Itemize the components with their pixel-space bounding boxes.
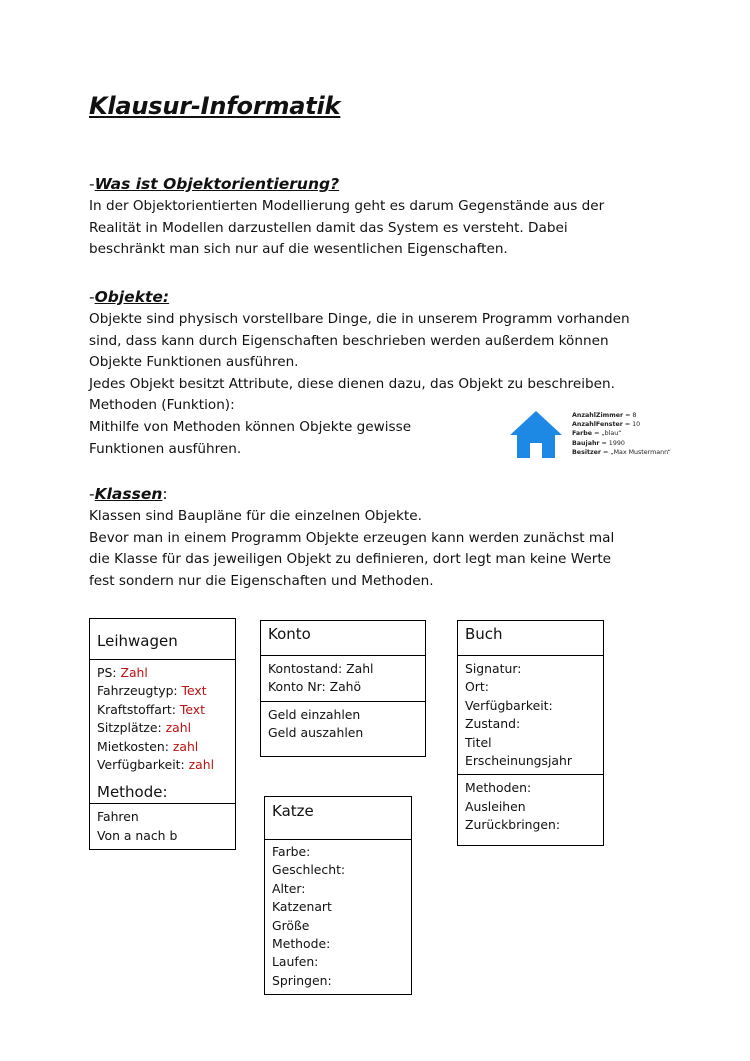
class-method: Von a nach b	[97, 827, 178, 843]
class-attribute: Größe	[272, 917, 310, 933]
paragraph-line: Funktionen ausführen.	[89, 440, 242, 457]
class-methods	[261, 701, 425, 756]
class-attribute: Verfügbarkeit:	[465, 697, 553, 713]
section-heading: -Objekte:	[89, 288, 170, 306]
class-attribute: Fahrzeugtyp: Text	[97, 683, 207, 699]
class-attribute: Verfügbarkeit: zahl	[97, 757, 215, 773]
class-methods	[458, 774, 603, 844]
class-attribute: Konto Nr: Zahö	[268, 679, 362, 695]
house-attribute: Baujahr = 1990	[572, 439, 625, 447]
class-method: Ausleihen	[465, 798, 526, 814]
paragraph-line: Klassen sind Baupläne für die einzelnen Objekte.	[89, 508, 422, 524]
class-box-buch	[457, 620, 604, 846]
class-name: Konto	[261, 621, 425, 656]
paragraph-line: Bevor man in einem Programm Objekte erzeugen kann werden zunächst mal	[89, 529, 615, 546]
class-methods	[90, 803, 235, 849]
house-example	[509, 407, 709, 463]
class-box-katze	[264, 796, 412, 995]
class-attributes	[458, 656, 603, 774]
class-attribute: Katzenart	[272, 899, 332, 915]
paragraph-line: Jedes Objekt besitzt Attribute, diese dienen dazu, das Objekt zu beschreiben.	[89, 375, 615, 392]
paragraph-line: In der Objektorientierten Modellierung geht es darum Gegenstände aus der	[89, 198, 605, 214]
class-attribute: Titel	[465, 734, 492, 750]
class-attribute: Geschlecht:	[272, 862, 346, 878]
section-heading: -Was ist Objektorientierung?	[89, 175, 340, 193]
class-attribute: Ort:	[465, 679, 489, 695]
class-attribute: Kraftstoffart: Text	[97, 701, 205, 717]
class-attributes	[261, 656, 425, 701]
paragraph-line: Objekte sind physisch vorstellbare Dinge, die in unserem Programm vorhanden	[89, 311, 630, 327]
page-title: Klausur-Informatik	[89, 92, 341, 120]
class-box-konto	[260, 620, 426, 757]
class-name: Buch	[458, 621, 603, 656]
class-attributes	[90, 660, 235, 778]
class-method: Geld auszahlen	[268, 725, 364, 741]
class-attribute: Springen:	[272, 972, 332, 988]
paragraph-line: beschränkt man sich nur auf die wesentlichen Eigenschaften.	[89, 241, 508, 258]
section-heading: -Klassen:	[89, 485, 168, 503]
house-attribute: Besitzer = „Max Mustermann“	[572, 448, 671, 456]
class-attribute: Zustand:	[465, 716, 521, 732]
class-attribute: Kontostand: Zahl	[268, 661, 374, 676]
class-attribute: Laufen:	[272, 954, 319, 970]
section-klassen	[89, 483, 679, 592]
class-box-leihwagen	[89, 618, 236, 850]
class-attribute: Mietkosten: zahl	[97, 738, 199, 754]
class-method: Fahren	[97, 809, 139, 825]
class-attribute: Sitzplätze: zahl	[97, 720, 192, 736]
house-icon	[509, 409, 563, 459]
class-attribute: Signatur:	[465, 661, 522, 676]
class-attribute: Methode:	[272, 936, 331, 952]
house-attribute: AnzahlZimmer = 8	[572, 412, 637, 419]
paragraph-line: Objekte Funktionen ausführen.	[89, 354, 299, 371]
class-attribute: Erscheinungsjahr	[465, 753, 572, 769]
paragraph-line: Methoden (Funktion):	[89, 397, 235, 414]
class-name: Leihwagen	[90, 619, 235, 660]
class-name: Katze	[265, 797, 411, 840]
methods-label: Methode:	[97, 783, 168, 802]
house-attribute: Farbe = „blau“	[572, 430, 622, 438]
class-method: Geld einzahlen	[268, 706, 361, 722]
class-attribute: Farbe:	[272, 844, 311, 859]
class-attributes	[265, 840, 411, 994]
house-attribute: AnzahlFenster = 10	[572, 421, 641, 429]
class-attribute: Alter:	[272, 880, 306, 896]
section-objektorientierung	[89, 173, 679, 261]
paragraph-line: Realität in Modellen darzustellen damit das System es versteht. Dabei	[89, 219, 568, 236]
class-attribute: PS: Zahl	[97, 665, 148, 680]
class-method: Methoden:	[465, 780, 532, 796]
paragraph-line: die Klasse für das jeweiligen Objekt zu definieren, dort legt man keine Werte	[89, 551, 612, 568]
house-attributes	[572, 411, 671, 457]
class-method: Zurückbringen:	[465, 817, 561, 833]
paragraph-line: Mithilfe von Methoden können Objekte gewisse	[89, 418, 412, 435]
paragraph-line: fest sondern nur die Eigenschaften und Methoden.	[89, 572, 434, 589]
paragraph-line: sind, dass kann durch Eigenschaften beschrieben werden außerdem können	[89, 332, 609, 349]
